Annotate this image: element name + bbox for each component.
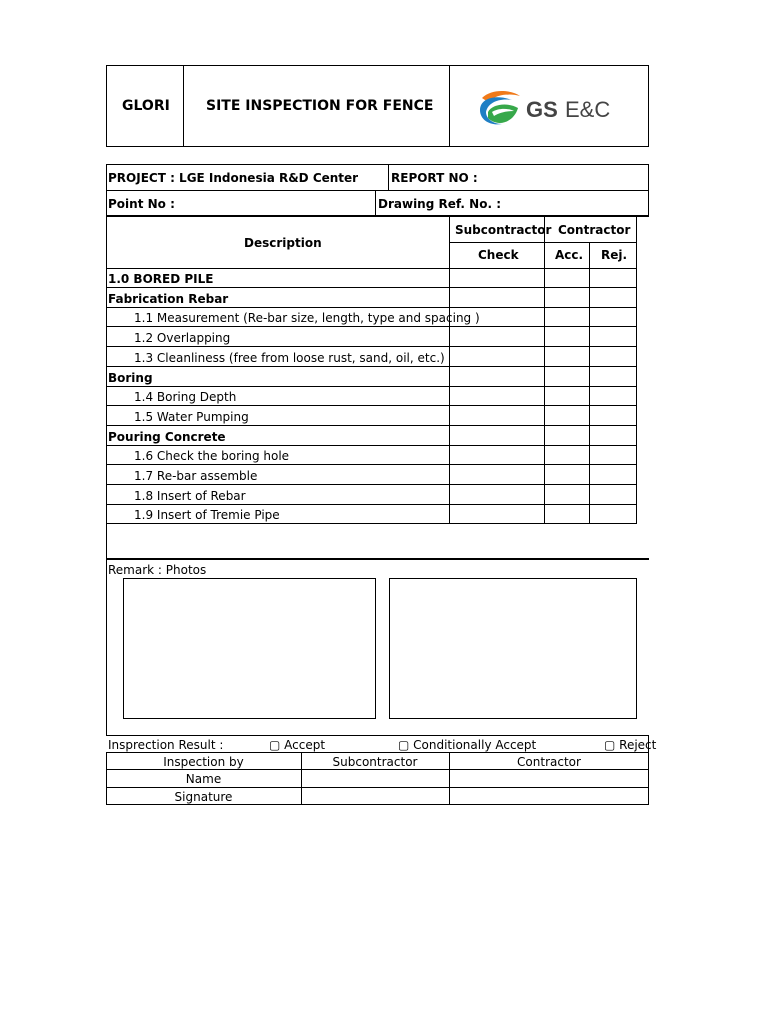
row-description: 1.7 Re-bar assemble (134, 469, 258, 483)
check-cell[interactable] (450, 268, 544, 287)
rej-cell[interactable] (590, 327, 636, 346)
rej-cell[interactable] (590, 386, 636, 405)
check-cell[interactable] (450, 327, 544, 346)
page-title: SITE INSPECTION FOR FENCE (206, 98, 434, 114)
result-label: Insprection Result : (108, 738, 224, 752)
check-cell[interactable] (450, 406, 544, 425)
result-option-conditional[interactable]: ▢ Conditionally Accept (398, 738, 537, 752)
info-divider (375, 190, 376, 216)
row-description: Boring (108, 371, 153, 385)
rej-cell[interactable] (590, 504, 636, 523)
row-description: 1.1 Measurement (Re-bar size, length, type and spacing ) (134, 311, 480, 325)
rej-cell[interactable] (590, 268, 636, 287)
rej-cell[interactable] (590, 406, 636, 425)
check-cell[interactable] (450, 347, 544, 366)
signoff-header-contractor: Contractor (517, 755, 581, 769)
row-description: 1.8 Insert of Rebar (134, 489, 246, 503)
rej-cell[interactable] (590, 288, 636, 307)
report-no-label: REPORT NO : (391, 171, 478, 185)
row-description: Fabrication Rebar (108, 292, 229, 306)
acc-cell[interactable] (545, 288, 589, 307)
acc-cell[interactable] (545, 386, 589, 405)
acc-header: Acc. (555, 248, 584, 262)
info-divider (106, 190, 649, 191)
table-row (106, 288, 636, 308)
table-row (106, 307, 636, 327)
header-divider (449, 65, 450, 147)
check-cell[interactable] (450, 307, 544, 326)
remark-border (106, 559, 107, 735)
remark-border (106, 735, 649, 736)
signoff-line (106, 787, 649, 788)
table-bottom-rule (106, 558, 649, 560)
table-row (106, 504, 636, 524)
acc-cell[interactable] (545, 445, 589, 464)
contractor-header: Contractor (558, 223, 631, 237)
table-row (106, 268, 636, 288)
drawing-ref-label: Drawing Ref. No. : (378, 197, 501, 211)
rej-cell[interactable] (590, 445, 636, 464)
acc-cell[interactable] (545, 504, 589, 523)
table-row (106, 485, 636, 505)
rej-cell[interactable] (590, 367, 636, 386)
description-header: Description (244, 236, 322, 250)
acc-cell[interactable] (545, 327, 589, 346)
row-description: 1.2 Overlapping (134, 331, 231, 345)
company-logo (478, 88, 628, 130)
acc-cell[interactable] (545, 347, 589, 366)
table-line (449, 242, 636, 243)
table-line (636, 217, 637, 524)
photo-box-left[interactable] (123, 578, 376, 719)
row-description: Pouring Concrete (108, 430, 226, 444)
signoff-row-name: Name (185, 772, 222, 786)
acc-cell[interactable] (545, 485, 589, 504)
check-cell[interactable] (450, 465, 544, 484)
row-description: 1.4 Boring Depth (134, 390, 237, 404)
company-code: GLORI (122, 98, 170, 114)
table-row (106, 367, 636, 387)
check-cell[interactable] (450, 485, 544, 504)
check-cell[interactable] (450, 367, 544, 386)
check-cell[interactable] (450, 445, 544, 464)
rej-cell[interactable] (590, 426, 636, 445)
signoff-header-subcontractor: Subcontractor (332, 755, 418, 769)
check-cell[interactable] (450, 386, 544, 405)
logo-ec: E&C (565, 97, 611, 122)
table-row (106, 386, 636, 406)
result-option-accept[interactable]: ▢ Accept (269, 738, 326, 752)
subcontractor-header: Subcontractor (455, 223, 552, 237)
rej-header: Rej. (601, 248, 628, 262)
row-description: 1.5 Water Pumping (134, 410, 249, 424)
acc-cell[interactable] (545, 465, 589, 484)
table-row (106, 445, 636, 465)
result-option-reject[interactable]: ▢ Reject (604, 738, 657, 752)
row-description: 1.0 BORED PILE (108, 272, 214, 286)
acc-cell[interactable] (545, 426, 589, 445)
row-description: 1.6 Check the boring hole (134, 449, 290, 463)
rej-cell[interactable] (590, 485, 636, 504)
rej-cell[interactable] (590, 307, 636, 326)
rej-cell[interactable] (590, 347, 636, 366)
photo-box-right[interactable] (389, 578, 637, 719)
table-row (106, 327, 636, 347)
signoff-line (106, 769, 649, 770)
acc-cell[interactable] (545, 367, 589, 386)
point-no-label: Point No : (108, 197, 175, 211)
check-cell[interactable] (450, 504, 544, 523)
table-row (106, 426, 636, 446)
info-divider (388, 164, 389, 190)
signoff-header-inspection: Inspection by (163, 755, 244, 769)
check-cell[interactable] (450, 426, 544, 445)
acc-cell[interactable] (545, 406, 589, 425)
check-cell[interactable] (450, 288, 544, 307)
logo-gs: GS (526, 97, 558, 122)
acc-cell[interactable] (545, 268, 589, 287)
row-description: 1.9 Insert of Tremie Pipe (134, 508, 280, 522)
row-description: 1.3 Cleanliness (free from loose rust, sand, oil, etc.) (134, 351, 445, 365)
header-divider (183, 65, 184, 147)
acc-cell[interactable] (545, 307, 589, 326)
rej-cell[interactable] (590, 465, 636, 484)
table-row (106, 347, 636, 367)
signoff-row-signature: Signature (174, 790, 233, 804)
table-row (106, 465, 636, 485)
check-header: Check (478, 248, 519, 262)
project-label: PROJECT : LGE Indonesia R&D Center (108, 171, 359, 185)
table-row (106, 406, 636, 426)
gs-swirl-icon (480, 91, 520, 124)
remark-label: Remark : Photos (108, 563, 207, 577)
